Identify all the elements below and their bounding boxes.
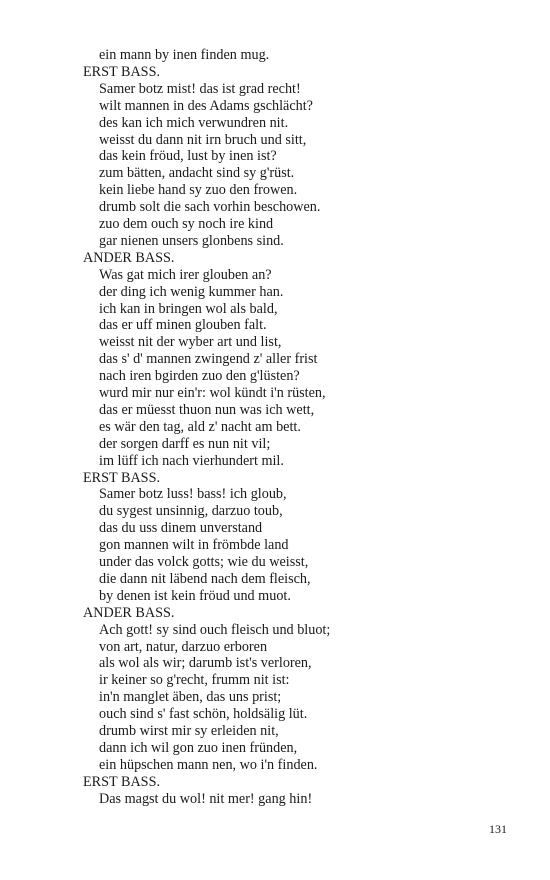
verse-line: es wär den tag, ald z' nacht am bett. (99, 418, 301, 435)
verse-line: im lüff ich nach vierhundert mil. (99, 452, 284, 469)
verse-line: gon mannen wilt in frömbde land (99, 537, 289, 554)
verse-line: Ach gott! sy sind ouch fleisch und bluot; (99, 621, 331, 638)
page-number: 131 (489, 822, 507, 836)
verse-line: die dann nit läbend nach dem fleisch, (99, 570, 311, 587)
verse-line: weisst nit der wyber art und list, (99, 334, 282, 351)
speaker-label: ANDER BASS. (83, 604, 175, 621)
verse-line: under das volck gotts; wie du weisst, (99, 554, 309, 570)
verse-line: du sygest unsinnig, darzuo toub, (99, 503, 283, 520)
verse-line: Das magst du wol! nit mer! gang hin! (99, 790, 313, 807)
verse-line: by denen ist kein fröud und muot. (99, 587, 291, 604)
verse-line: drumb wirst mir sy erleiden nit, (99, 723, 279, 739)
verse-line: drumb solt die sach vorhin beschowen. (99, 199, 321, 216)
verse-line: wurd mir nur ein'r: wol kündt i'n rüsten, (99, 385, 326, 401)
verse-line: der ding ich wenig kummer han. (99, 283, 284, 300)
verse-line: des kan ich mich verwundren nit. (99, 114, 289, 131)
verse-line: zum bätten, andacht sind sy g'rüst. (99, 165, 295, 182)
speaker-label: ERST BASS. (83, 469, 161, 486)
verse-line: ein hüpschen mann nen, wo i'n finden. (99, 756, 318, 773)
speaker-label: ANDER BASS. (83, 249, 175, 266)
verse-line: ir keiner so g'recht, frumm nit ist: (99, 672, 290, 689)
speaker-label: ERST BASS. (83, 773, 161, 790)
verse-line: gar nienen unsers glonbens sind. (99, 232, 284, 249)
verse-line: Samer botz luss! bass! ich gloub, (99, 486, 287, 503)
verse-line: das kein fröud, lust by inen ist? (99, 148, 277, 165)
verse-line: wilt mannen in des Adams gschlächt? (99, 97, 313, 114)
verse-line: der sorgen darff es nun nit vil; (99, 435, 271, 452)
verse-line: von art, natur, darzuo erboren (99, 638, 268, 655)
verse-line: Was gat mich irer glouben an? (99, 266, 272, 283)
verse-line: ouch sind s' fast schön, holdsälig lüt. (99, 706, 308, 723)
verse-line: ich kan in bringen wol als bald, (99, 300, 278, 317)
verse-line: das er uff minen glouben falt. (99, 317, 267, 334)
verse-line: dann ich wil gon zuo inen fründen, (99, 739, 298, 756)
verse-line: als wol als wir; darumb ist's verloren, (99, 655, 312, 672)
verse-line: das du uss dinem unverstand (99, 520, 263, 537)
verse-line: weisst du dann nit irn bruch und sitt, (99, 131, 307, 148)
verse-line: kein liebe hand sy zuo den frowen. (99, 182, 298, 199)
verse-line: ein mann by inen finden mug. (99, 47, 270, 63)
verse-line: das er müesst thuon nun was ich wett, (99, 401, 315, 418)
verse-line: zuo dem ouch sy noch ire kind (99, 216, 274, 232)
verse-line: nach iren bgirden zuo den g'lüsten? (99, 368, 300, 385)
verse-line: Samer botz mist! das ist grad recht! (99, 80, 301, 97)
verse-line: in'n manglet äben, das uns prist; (99, 689, 282, 706)
speaker-label: ERST BASS. (83, 63, 161, 80)
verse-line: das s' d' mannen zwingend z' aller frist (99, 351, 318, 368)
